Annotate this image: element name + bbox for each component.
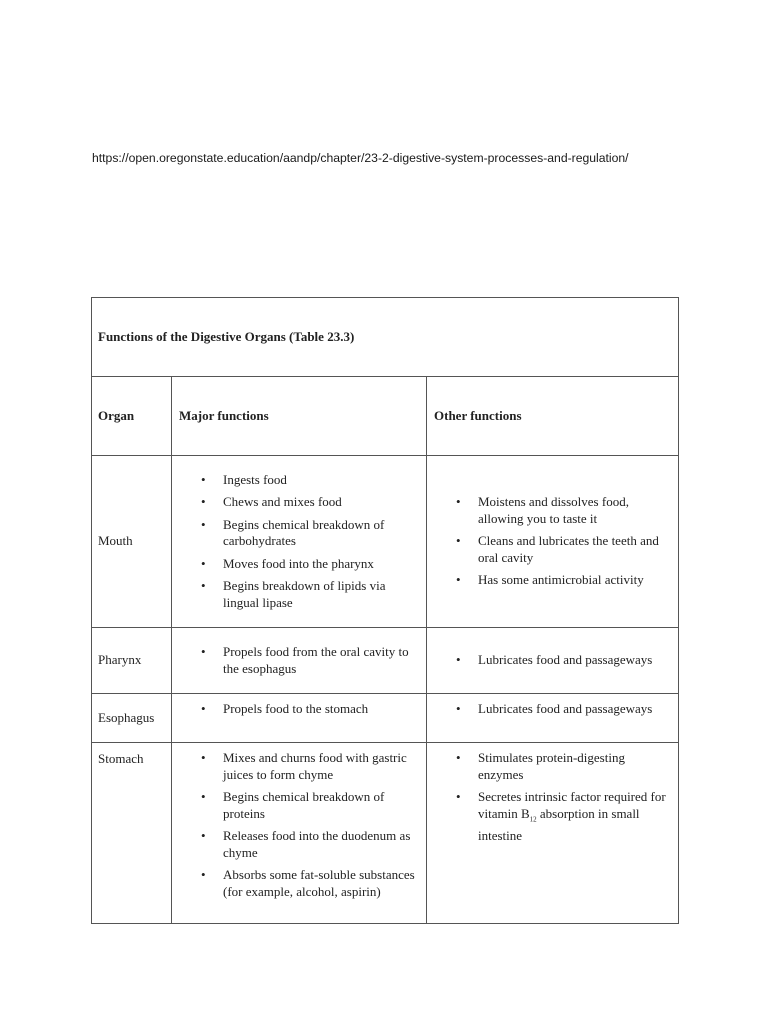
other-functions-cell bbox=[427, 694, 679, 743]
other-functions-cell bbox=[427, 628, 679, 694]
table-row-esophagus bbox=[92, 694, 679, 743]
bullet-icon: • bbox=[201, 789, 206, 804]
major-functions-cell bbox=[172, 456, 427, 628]
subscript-text: 12 bbox=[529, 815, 537, 824]
bullet-icon: • bbox=[456, 652, 461, 668]
bullet-icon: • bbox=[456, 750, 461, 765]
list-item: • Secretes intrinsic factor required for vitamin $B_{12}$ absorption in small intestine bbox=[456, 789, 666, 843]
bullet-icon: • bbox=[201, 555, 206, 571]
header-other-functions: Other functions bbox=[427, 377, 679, 456]
bullet-icon: • bbox=[456, 572, 461, 588]
list-item: • Stimulates protein-digesting enzymes bbox=[456, 750, 625, 782]
organ-cell: Mouth bbox=[92, 456, 172, 628]
list-item: • Begins chemical breakdown of proteins bbox=[201, 789, 385, 821]
source-url: https://open.oregonstate.education/aandp/chapter/23-2-digestive-system-processes-and-regulation/ bbox=[92, 151, 629, 165]
list-item: • Moves food into the pharynx bbox=[201, 555, 374, 571]
table-title: Functions of the Digestive Organs (Table 23.3) bbox=[92, 298, 679, 377]
table-row-mouth bbox=[92, 456, 679, 628]
list-item: • Releases food into the duodenum as chyme bbox=[201, 828, 411, 860]
major-functions-cell bbox=[172, 743, 427, 924]
bullet-icon: • bbox=[456, 701, 461, 716]
list-item: • Has some antimicrobial activity bbox=[456, 572, 644, 588]
major-functions-list bbox=[172, 694, 426, 725]
list-item: • Absorbs some fat-soluble substances (for example, alcohol, aspirin) bbox=[201, 867, 415, 899]
list-item: • Chews and mixes food bbox=[201, 494, 342, 510]
list-item: • Begins chemical breakdown of carbohydrates bbox=[201, 516, 385, 549]
other-functions-list bbox=[427, 743, 678, 851]
bullet-icon: • bbox=[201, 828, 206, 843]
major-functions-list bbox=[172, 743, 426, 907]
bullet-icon: • bbox=[201, 494, 206, 510]
bullet-icon: • bbox=[201, 644, 206, 659]
list-item: • Cleans and lubricates the teeth and oral cavity bbox=[456, 533, 659, 565]
major-functions-cell bbox=[172, 628, 427, 694]
other-functions-list bbox=[427, 645, 678, 676]
bullet-icon: • bbox=[201, 867, 206, 882]
major-functions-list bbox=[172, 465, 426, 619]
list-item: • Ingests food bbox=[201, 471, 287, 487]
major-functions-cell bbox=[172, 694, 427, 743]
table-row-pharynx bbox=[92, 628, 679, 694]
list-item: • Propels food to the stomach bbox=[201, 701, 369, 716]
list-item: • Propels food from the oral cavity to the esophagus bbox=[201, 644, 409, 676]
other-functions-list bbox=[427, 694, 678, 725]
table-header-row bbox=[92, 377, 679, 456]
organ-cell: Esophagus bbox=[92, 694, 172, 743]
header-major-functions: Major functions bbox=[172, 377, 427, 456]
bullet-icon: • bbox=[456, 789, 461, 804]
bullet-icon: • bbox=[201, 471, 206, 487]
other-functions-cell bbox=[427, 743, 679, 924]
bullet-icon: • bbox=[201, 578, 206, 594]
other-functions-list bbox=[427, 487, 678, 596]
major-functions-list bbox=[172, 637, 426, 684]
table-row-stomach bbox=[92, 743, 679, 924]
list-item: • Lubricates food and passageways bbox=[456, 652, 653, 668]
organ-cell: Stomach bbox=[92, 743, 172, 924]
list-item: • Begins breakdown of lipids via lingual lipase bbox=[201, 578, 386, 610]
other-functions-cell bbox=[427, 456, 679, 628]
bullet-icon: • bbox=[456, 533, 461, 549]
bullet-icon: • bbox=[456, 494, 461, 510]
header-organ: Organ bbox=[92, 377, 172, 456]
bullet-icon: • bbox=[201, 750, 206, 765]
list-item: • Moistens and dissolves food, allowing you to taste it bbox=[456, 494, 629, 526]
list-item: • Mixes and churns food with gastric juices to form chyme bbox=[201, 750, 407, 782]
list-item: • Lubricates food and passageways bbox=[456, 701, 653, 716]
table-title-row bbox=[92, 298, 679, 377]
digestive-organs-table bbox=[91, 297, 679, 924]
organ-cell: Pharynx bbox=[92, 628, 172, 694]
bullet-icon: • bbox=[201, 701, 206, 716]
bullet-icon: • bbox=[201, 516, 206, 532]
